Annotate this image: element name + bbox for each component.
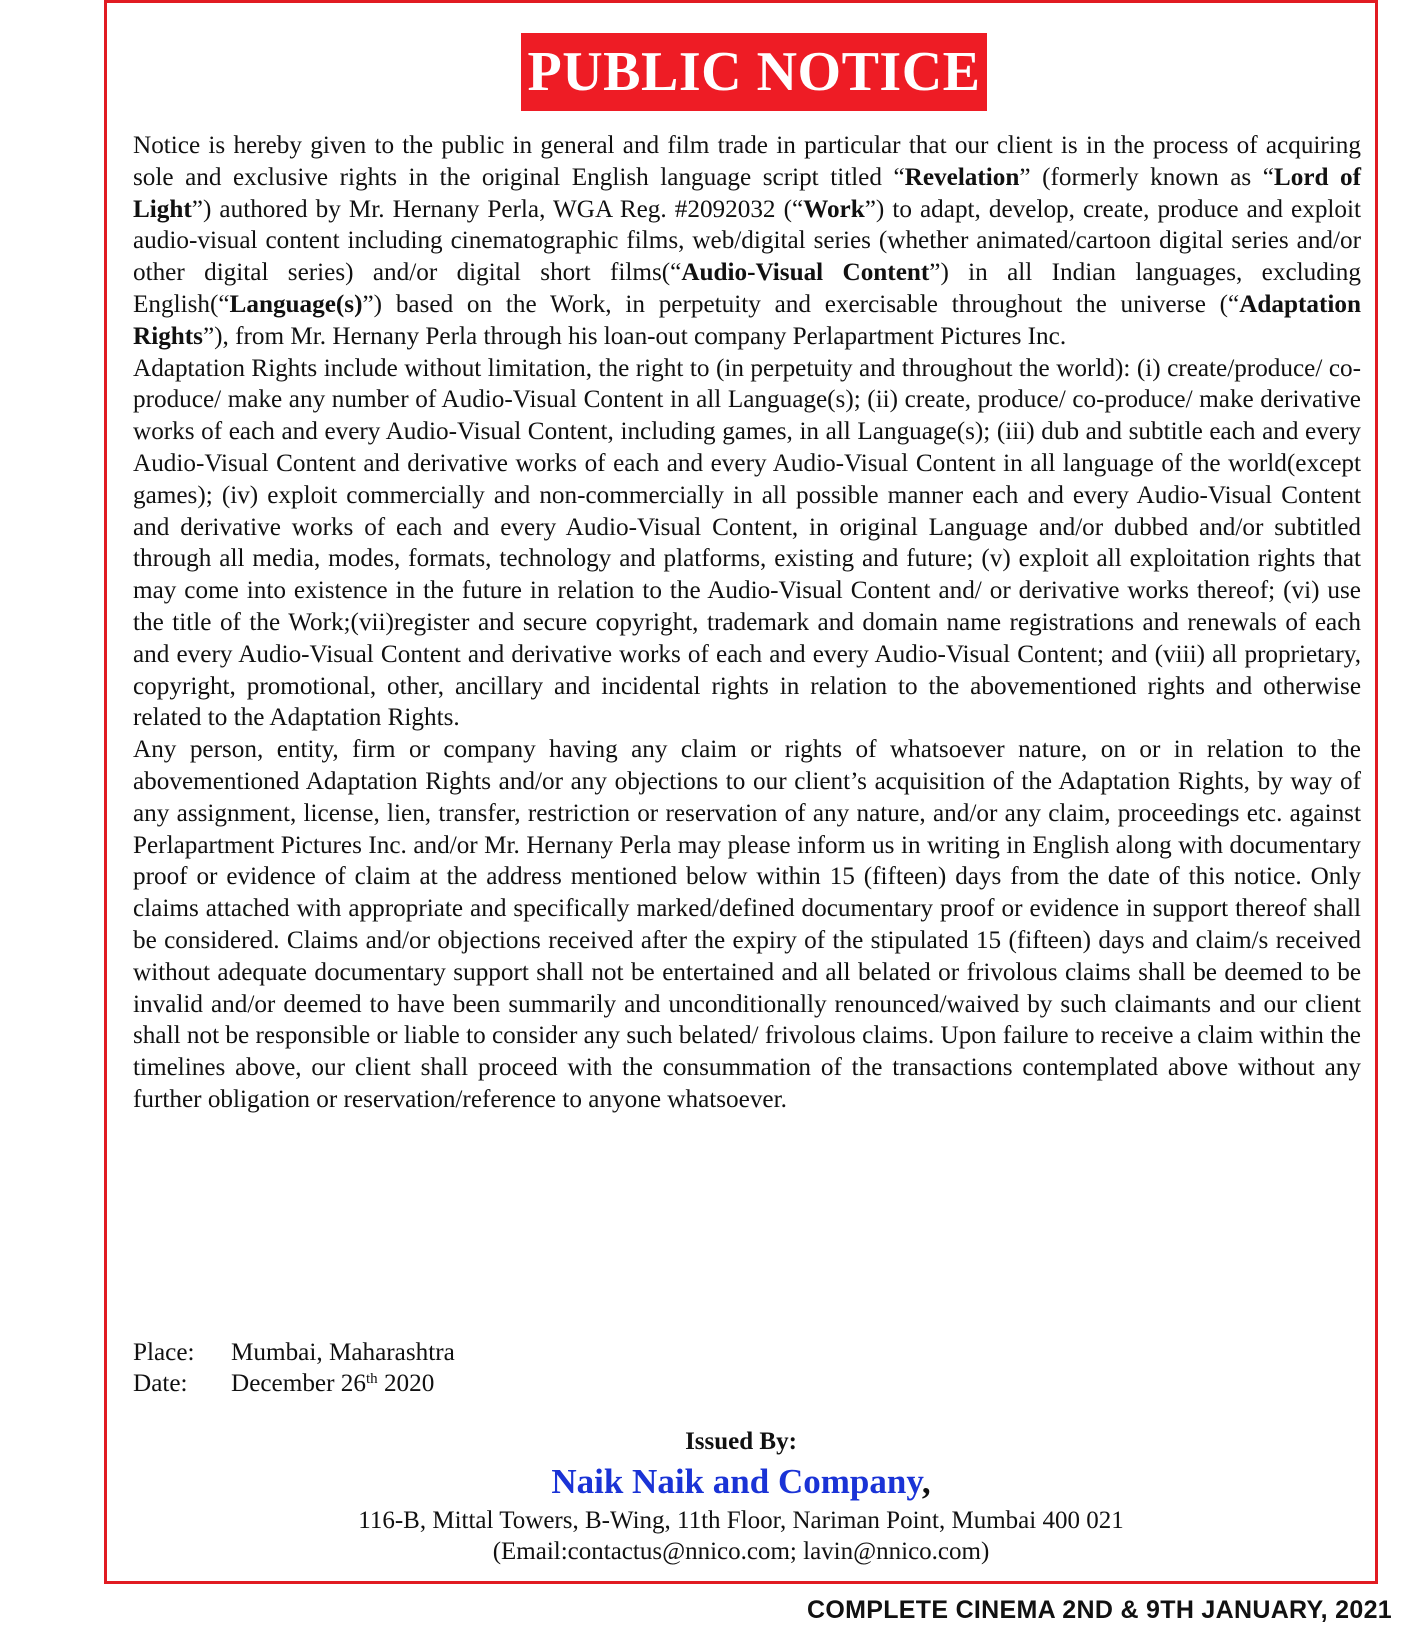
notice-body xyxy=(133,130,1361,1116)
paragraph-3 xyxy=(133,734,1361,1116)
text-run: ”) to adapt, develop, create, produce and exploit audio-visual content including cinematographic films, web/digital series (whether animated/cartoon digital series and/or other digital series) and/or digital short films(“ xyxy=(133,195,1362,287)
text-run: ”) in all Indian languages, excluding English(“ xyxy=(133,259,1361,318)
place-date-block xyxy=(133,1337,455,1399)
bold-term-languages: Language(s) xyxy=(229,290,363,318)
bold-term-revelation: Revelation xyxy=(904,163,1020,191)
firm-address: 116-B, Mittal Towers, B-Wing, 11th Floor, Nariman Point, Mumbai 400 021 xyxy=(358,1507,1124,1534)
bold-term-audio-visual-content: Audio-Visual Content xyxy=(681,259,930,287)
notice-title: PUBLIC NOTICE xyxy=(521,33,987,111)
date-value xyxy=(231,1368,434,1399)
firm-line xyxy=(104,1462,1378,1502)
date-label: Date: xyxy=(133,1370,188,1397)
firm-email: (Email:contactus@nnico.com; lavin@nnico.com) xyxy=(492,1538,990,1565)
date-ordinal: th xyxy=(365,1371,378,1387)
publication-footer: COMPLETE CINEMA 2ND & 9TH JANUARY, 2021 xyxy=(807,1596,1392,1624)
paragraph-1 xyxy=(133,130,1361,353)
bold-term-lord-of-light: Lord of Light xyxy=(133,163,1362,223)
place-value: Mumbai, Maharashtra xyxy=(231,1339,455,1366)
date-row xyxy=(133,1368,455,1399)
text-run: Notice is hereby given to the public in general and film trade in particular that our client is in the process of acquiring sole and exclusive rights in the original English language script titled “ xyxy=(133,132,1361,191)
text-run: ”) based on the Work, in perpetuity and exercisable throughout the universe (“ xyxy=(362,290,1240,318)
place-row xyxy=(133,1337,455,1368)
text-run: ”), from Mr. Hernany Perla through his loan-out company Perlapartment Pictures Inc. xyxy=(202,322,1067,350)
date-year: 2020 xyxy=(377,1370,435,1397)
text-run: ” (formerly known as “ xyxy=(1019,163,1274,191)
date-day: December 26 xyxy=(231,1370,366,1397)
text-run: Any person, entity, firm or company having any claim or rights of whatsoever nature, on or in relation to the abovementioned Adaptation Rights and/or any objections to our client’s acquisition of the Adaptation Rights, by way of any assignment, license, lien, transfer, restriction or reservation of any nature, and/or any claim, proceedings etc. against Perlapartment Pictures Inc. and/or Mr. Hernany Perla may please inform us in writing in English along with documentary proof or evidence of claim at the address mentioned below within 15 (fifteen) days from the date of this notice. Only claims attached with appropriate and specifically marked/defined documentary proof or evidence in support thereof shall be considered. Claims and/or objections received after the expiry of the stipulated 15 (fifteen) days and claim/s received without adequate documentary support shall not be entertained and all belated or frivolous claims shall be deemed to be invalid and/or deemed to have been summarily and unconditionally renounced/waived by such claimants and our client shall not be responsible or liable to consider any such belated/ frivolous claims. Upon failure to receive a claim within the timelines above, our client shall proceed with the consummation of the transactions contemplated above without any further obligation or reservation/reference to anyone whatsoever. xyxy=(133,736,1361,1113)
bold-term-adaptation-rights: Adaptation Rights xyxy=(133,290,1361,350)
firm-name: Naik Naik and Company xyxy=(551,1462,922,1501)
issued-by-label: Issued By: xyxy=(685,1428,797,1455)
firm-comma: , xyxy=(921,1462,931,1501)
text-run: ”) authored by Mr. Hernany Perla, WGA Reg. #2092032 (“ xyxy=(191,195,804,223)
bold-term-work: Work xyxy=(803,195,865,223)
paragraph-2 xyxy=(133,353,1361,735)
text-run: Adaptation Rights include without limitation, the right to (in perpetuity and throughout the world): (i) create/produce/ co-produce/ make any number of Audio-Visual Content in all Language(s); (ii) create, produce/ co-produce/ make derivative works of each and every Audio-Visual Content, including games, in all Language(s); (iii) dub and subtitle each and every Audio-Visual Content and derivative works of each and every Audio-Visual Content in all language of the world(except games); (iv) exploit commercially and non-commercially in all possible manner each and every Audio-Visual Content and derivative works of each and every Audio-Visual Content, in original Language and/or dubbed and/or subtitled through all media, modes, formats, technology and platforms, existing and future; (v) exploit all exploitation rights that may come into existence in the future in relation to the Audio-Visual Content and/ or derivative works thereof; (vi) use the title of the Work;(vii)register and secure copyright, trademark and domain name registrations and renewals of each and every Audio-Visual Content and derivative works of each and every Audio-Visual Content; and (viii) all proprietary, copyright, promotional, other, ancillary and incidental rights in relation to the abovementioned rights and otherwise related to the Adaptation Rights. xyxy=(133,354,1361,732)
place-label: Place: xyxy=(133,1339,195,1366)
